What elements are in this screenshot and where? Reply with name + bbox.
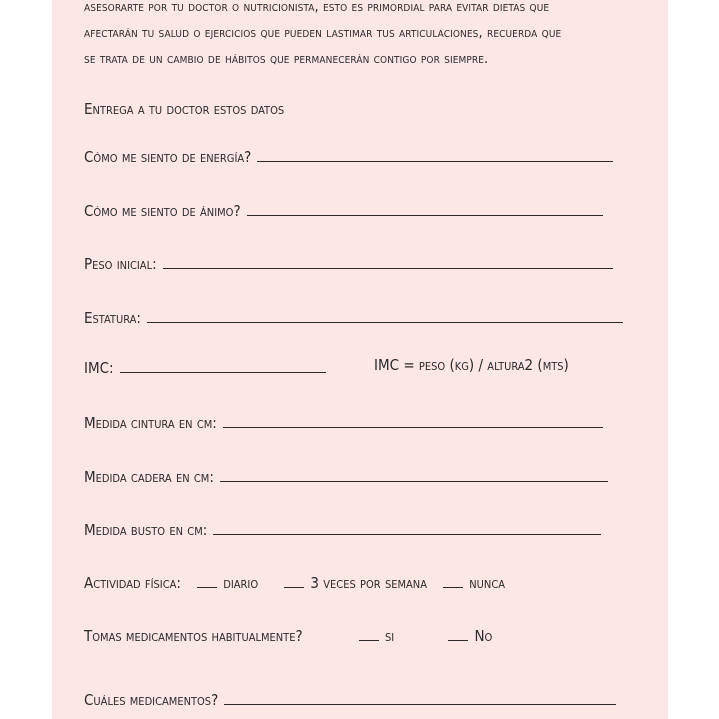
imc-formula: IMC = peso (kg) / altura2 (mts): [374, 356, 569, 374]
weight-blank[interactable]: [163, 252, 613, 269]
activity-daily-option: diario: [223, 574, 259, 592]
activity-weekly-option: 3 veces por semana: [310, 574, 427, 592]
bust-field: [84, 518, 601, 542]
mood-field: [84, 199, 603, 223]
which-medications-field: [84, 688, 616, 712]
intro-paragraph: [84, 0, 644, 72]
section-heading: Entrega a tu doctor estos datos: [84, 100, 285, 118]
waist-label: Medida cintura en cm:: [84, 414, 217, 432]
document-page: [52, 0, 668, 719]
imc-label: IMC:: [84, 359, 114, 377]
bust-blank[interactable]: [213, 518, 601, 535]
which-medications-blank[interactable]: [224, 688, 616, 705]
hip-blank[interactable]: [220, 465, 608, 482]
intro-line: afectarán tu salud o ejercicios que pueden lastimar tus articulaciones, recuerda que: [84, 25, 562, 41]
height-label: Estatura:: [84, 309, 141, 327]
medication-label: Tomas medicamentos habitualmente?: [84, 627, 303, 645]
waist-blank[interactable]: [223, 411, 603, 428]
energy-field: [84, 145, 613, 169]
activity-daily-blank[interactable]: [197, 571, 217, 588]
medication-yes-blank[interactable]: [359, 624, 379, 641]
height-field: [84, 306, 623, 330]
activity-field: [84, 571, 505, 595]
activity-never-blank[interactable]: [443, 571, 463, 588]
medication-no-option: No: [474, 627, 493, 645]
intro-line: asesorarte por tu doctor o nutricionista, esto es primordial para evitar dietas que: [84, 0, 550, 15]
energy-blank[interactable]: [257, 145, 613, 162]
weight-field: [84, 252, 613, 276]
weight-label: Peso inicial:: [84, 255, 157, 273]
waist-field: [84, 411, 603, 435]
medication-field: [84, 624, 492, 648]
intro-line: se trata de un cambio de hábitos que permanecerán contigo por siempre.: [84, 51, 489, 67]
imc-blank[interactable]: [120, 356, 326, 373]
energy-label: Cómo me siento de energía?: [84, 148, 252, 166]
hip-label: Medida cadera en cm:: [84, 468, 214, 486]
mood-blank[interactable]: [247, 199, 603, 216]
bust-label: Medida busto en cm:: [84, 521, 208, 539]
medication-no-blank[interactable]: [448, 624, 468, 641]
medication-yes-option: si: [384, 627, 395, 645]
height-blank[interactable]: [147, 306, 623, 323]
imc-field: [84, 356, 326, 380]
activity-never-option: nunca: [469, 574, 506, 592]
mood-label: Cómo me siento de ánimo?: [84, 202, 241, 220]
activity-label: Actividad física:: [84, 574, 181, 592]
which-medications-label: Cuáles medicamentos?: [84, 691, 219, 709]
activity-weekly-blank[interactable]: [284, 571, 304, 588]
hip-field: [84, 465, 608, 489]
